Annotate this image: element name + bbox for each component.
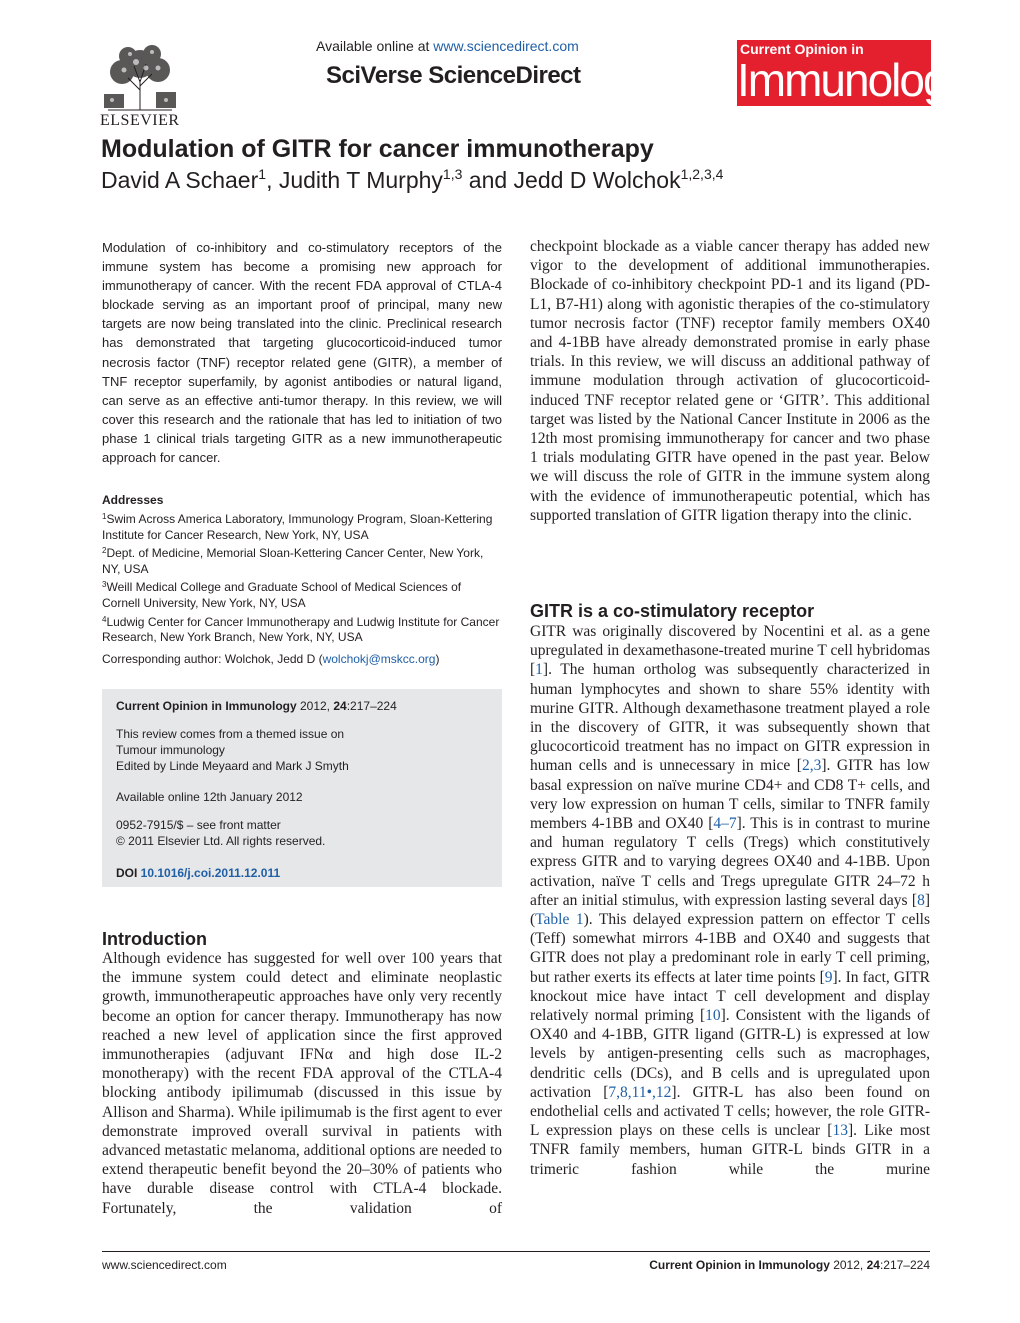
address-number: 4	[102, 614, 107, 624]
citation-volume: 24	[333, 699, 347, 713]
reference-link[interactable]: 4–7	[713, 815, 737, 833]
available-prefix: Available online at	[316, 38, 434, 54]
text-segment: ]. In fact, GITR knockout mice have intact T cell development and display relatively normal priming [	[530, 968, 930, 1025]
address-number: 3	[102, 580, 107, 590]
body-paragraph-gitr	[530, 622, 930, 1179]
addresses	[102, 493, 502, 646]
footer-divider	[102, 1251, 930, 1252]
footer-journal: Current Opinion in Immunology	[649, 1258, 830, 1272]
copyright-line: © 2011 Elsevier Ltd. All rights reserved.	[116, 834, 326, 848]
footer-url[interactable]: www.sciencedirect.com	[102, 1258, 227, 1272]
address-item	[102, 543, 502, 577]
author-name: Jedd D Wolchok	[513, 167, 681, 193]
publisher-name: ELSEVIER	[100, 112, 180, 129]
author-list	[101, 166, 723, 194]
themed-issue-line: This review comes from a themed issue on	[116, 727, 345, 741]
address-text: Weill Medical College and Graduate School of Medical Sciences of Cornell University, New York, NY, USA	[102, 580, 462, 610]
email-link[interactable]: wolchokj@mskcc.org	[322, 652, 436, 666]
address-text: Dept. of Medicine, Memorial Sloan-Kettering Cancer Center, New York, NY, USA	[102, 546, 484, 576]
issn-line: 0952-7915/$ – see front matter	[116, 818, 281, 832]
reference-link[interactable]: 7,8,11•,12	[608, 1083, 672, 1101]
reference-link[interactable]: 2,3	[801, 757, 822, 775]
text-segment: ). This delayed expression pattern on effector T cells (Teff) somewhat mirrors 4-1BB and OX40 and suggests that GITR does not play a predominant role in early T cell priming, but rather exerts its effects at later time points [	[530, 911, 931, 986]
text-segment: ]. Like most TNFR family members, human GITR-L binds GITR in a trimeric fashion while the murine	[530, 1122, 930, 1178]
address-item	[102, 612, 502, 646]
address-item	[102, 577, 502, 611]
author-separator: and	[462, 167, 514, 193]
available-date: Available online 12th January 2012	[116, 790, 303, 804]
footer-year: 2012,	[829, 1258, 867, 1272]
text-segment: ]. The human ortholog was subsequently characterized in human lymphocytes and shown to share 55% identity with murine GITR. Although dexamethasone treatment played a role in the discovery of GITR, it was subsequently shown that glucocorticoid treatment has no impact on GITR expression in human cells and is unnecessary in mice [	[530, 661, 930, 775]
footer-volume: 24	[866, 1258, 880, 1272]
reference-link[interactable]: 1	[535, 661, 543, 679]
themed-issue-topic: Tumour immunology	[116, 743, 225, 757]
text-segment: ]. GITR-L has also been found on endothelial cells and activated T cells; however, the role GITR-L expression plays on these cells is unclear [	[530, 1083, 930, 1140]
reference-link[interactable]: 10	[705, 1007, 721, 1025]
address-text: Ludwig Center for Cancer Immunotherapy and Ludwig Institute for Cancer Research, New York Branch, New York, NY, USA	[102, 614, 500, 645]
citation-pages: :217–224	[346, 699, 397, 713]
journal-logo-line2: Immunology	[737, 54, 968, 106]
doi-line	[116, 866, 280, 880]
reference-link[interactable]: 13	[832, 1122, 848, 1140]
addresses-heading: Addresses	[102, 493, 164, 507]
doi-label: DOI	[116, 866, 141, 880]
reference-link[interactable]: 8	[917, 891, 925, 909]
footer-pages: :217–224	[879, 1258, 930, 1272]
section-heading: GITR is a co-stimulatory receptor	[530, 601, 815, 621]
sciencedirect-link[interactable]: www.sciencedirect.com	[433, 38, 579, 54]
corresponding-suffix: )	[435, 652, 440, 666]
introduction-text: Although evidence has suggested for well over 100 years that the immune system could detect and eliminate neoplastic growth, immunotherapeutic approaches have only very recently become an option for cancer therapy. Immunotherapy has now reached a new level of application since the first approved immunotherapies (adjuvant IFNα and high dose IL-2 monotherapy) with the recent FDA approval of the CTLA-4 blocking antibody ipilimumab (discussed in this issue by Allison and Sharma). While ipilimumab is the first agent to ever demonstrate improved overall survival in patients with advanced metastatic melanoma, additional options are needed to extend therapeutic benefit beyond the 20–30% of patients who have durable disease control with CTLA-4 blockade. Fortunately, the validation of	[102, 950, 502, 1217]
available-online	[316, 38, 579, 54]
footer-citation	[649, 1258, 930, 1272]
text-segment: GITR was originally discovered by Nocentini et al. as a gene upregulated in dexamethasone-treated murine T cell hybridomas [	[530, 623, 930, 679]
corresponding-prefix: Corresponding author: Wolchok, Jedd D (	[102, 652, 323, 666]
table-link[interactable]: Table 1	[535, 911, 584, 929]
body-paragraph: checkpoint blockade as a viable cancer therapy has added new vigor to the development of additional immunotherapies. Blockade of co-inhibitory checkpoint PD-1 and its ligand (PD-L1, B7-H1) along with agonistic therapies of the co-stimulatory tumor necrosis factor (TNF) receptor family members OX40 and 4-1BB have already demonstrated promise in early phase trials. In this review, we will discuss an additional pathway of immune modulation through activation of glucocorticoid-induced TNF receptor related gene or ‘GITR’. This additional target was listed by the National Cancer Institute in 2006 as the 12th most promising immunotherapy for cancer and two phase 1 trials modulating GITR have opened in the past year. Below we will discuss the role of GITR in the immune system along with the evidence of immunotherapeutic potential, which has supported translation of GITR ligation therapy into the clinic.	[530, 238, 930, 524]
address-text: Swim Across America Laboratory, Immunology Program, Sloan-Kettering Institute for Cancer Research, New York, NY, USA	[102, 512, 493, 542]
abstract: Modulation of co-inhibitory and co-stimulatory receptors of the immune system has become a promising new approach for immunotherapy of cancer. With the recent FDA approval of CTLA-4 blockade serving as an important proof of principal, many new targets are now being translated into the clinic. Preclinical research has demonstrated that targeting glucocorticoid-induced tumor necrosis factor (TNF) receptor related gene (GITR), a member of TNF receptor superfamily, by agonist antibodies or natural ligand, can serve as an effective anti-tumor therapy. In this review, we will cover this research and the rationale that has led to initiation of two phase 1 clinical trials targeting GITR as a new immunotherapeutic approach for cancer.	[102, 240, 502, 466]
author-name: Judith T Murphy	[278, 167, 443, 193]
introduction-heading: Introduction	[102, 929, 207, 949]
text-segment: ] (	[530, 891, 930, 929]
text-segment: ]. GITR has low basal expression on naïve murine CD4+ and CD8 T+ cells, and very low expression on human T cells, similar to TNFR family members 4-1BB and OX40 [	[530, 757, 930, 833]
author-affiliation: 1,3	[442, 166, 463, 182]
address-item	[102, 509, 502, 543]
address-number: 2	[102, 546, 107, 556]
editors-line: Edited by Linde Meyaard and Mark J Smyth	[116, 759, 349, 773]
text-segment: ]. Consistent with the ligands of OX40 and 4-1BB, GITR ligand (GITR-L) is expressed at low levels by antigen-presenting cells such as macrophages, dendritic cells (DCs), and B cells and is upregulated upon activation [	[530, 1007, 930, 1101]
text-segment: ]. This is in contrast to murine and human regulatory T cells (Tregs) which constitutively express GITR and to varying degrees OX40 and 4-1BB. Upon activation, naïve T cells and Tregs upregulate GITR 24–72 h after an initial stimulus, with expression lasting several days [	[530, 815, 930, 909]
corresponding-author	[102, 652, 502, 666]
citation-line	[116, 699, 397, 713]
reference-link[interactable]: 9	[824, 968, 833, 986]
author-name: David A Schaer	[101, 167, 259, 193]
article-title: Modulation of GITR for cancer immunotherapy	[101, 135, 654, 163]
address-number: 1	[102, 512, 107, 521]
doi-link[interactable]: 10.1016/j.coi.2011.12.011	[140, 866, 281, 880]
journal-logo	[737, 40, 968, 106]
journal-name: Current Opinion in Immunology	[116, 699, 297, 713]
platform-name: SciVerse ScienceDirect	[326, 62, 581, 89]
journal-logo-line1: Current Opinion in	[740, 41, 864, 57]
citation-year: 2012,	[296, 699, 334, 713]
author-affiliation: 1	[258, 166, 267, 182]
author-affiliation: 1,2,3,4	[680, 166, 724, 182]
author-separator: ,	[266, 167, 279, 193]
article-info-box	[102, 689, 502, 887]
